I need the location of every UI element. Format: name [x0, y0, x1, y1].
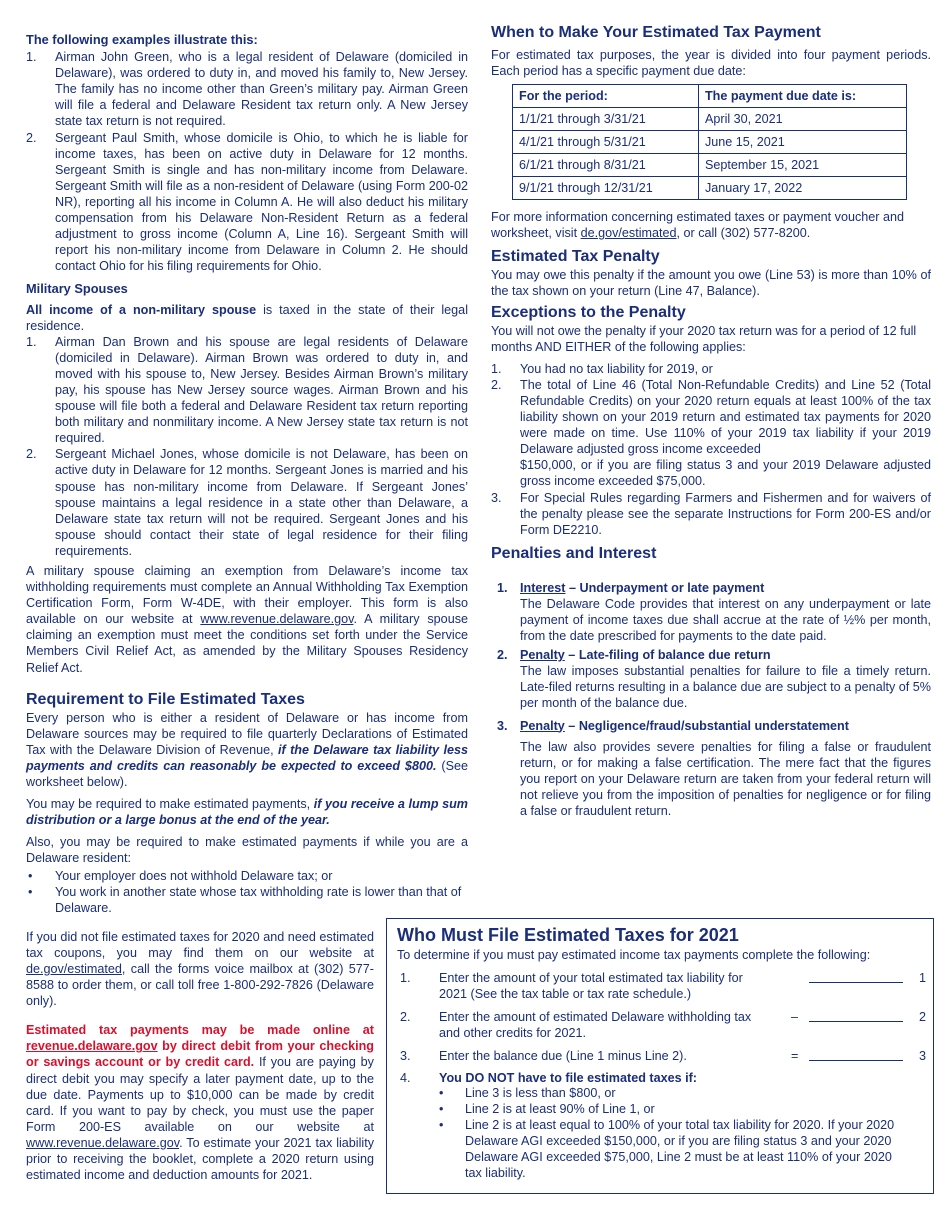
list-item: 2. Sergeant Paul Smith, whose domicile is Ohio, to which he is liable for income taxes, has been on active duty in Delaware for 12 months. Sergeant Smith is single and has non-military income from Delaware. Sergeant Smith will file as a non-resident of Delaware (using Form 200-02 NR), reporting all his income in Column A. He will also deduct his military compensation from his Delaware Non-Resident Return as a federal adjustment to gross income (Column A, Line 16). Sergeant Smith will report his non-military income from Delaware in Column 2. He should contact Ohio for his filing requirements for Ohio. [26, 130, 468, 274]
list-item: 3. Penalty – Negligence/fraud/substantial understatement The law also provides severe penalties for filing a false or fraudulent return, or for making a false certification. The mere fact that the figures you report on your Delaware return are taken from your federal return will not relieve you from the imposition of penalties for negligence or for filing a false or fraudulent return. [497, 718, 931, 818]
penalties-list [491, 580, 931, 819]
military-spouses-heading: Military Spouses [26, 281, 128, 297]
lump-sum-paragraph: You may be required to make estimated payments, if you receive a lump sum distribution or a large bonus at the end of the year. [26, 797, 468, 828]
table-header-row: For the period: The payment due date is: [513, 85, 907, 108]
when-heading: When to Make Your Estimated Tax Payment [491, 24, 821, 41]
more-info-paragraph: For more information concerning estimated taxes or payment voucher and worksheet, visit de.gov/estimated, or call (302) 577-8200. [491, 210, 904, 241]
list-item: • Your employer does not withhold Delaware tax; or [28, 868, 333, 883]
exemption-paragraph: A military spouse claiming an exemption from Delaware’s income tax withholding requirements must complete an Annual Withholding Tax Exemption Certification Form, Form W-4DE, with their employer. This form is also available on our website at www.revenue.delaware.gov. A military spouse claiming an exemption must meet the conditions set forth under the Service Members Civil Relief Act, as amended by the Military Spouses Residency Relief Act. [26, 564, 468, 675]
resident-paragraph: Also, you may be required to make estimated payments if while you are a Delaware resident: [26, 835, 468, 866]
worksheet-bullets [439, 1085, 909, 1182]
table-row: 1/1/21 through 3/31/21 April 30, 2021 [513, 108, 907, 131]
list-item: • Line 2 is at least equal to 100% of your total tax liability for 2020. If your 2020 Delaware AGI exceeded $150,000, or if you are filing status 3 and your 2020 Delaware AGI exceeded $75,000, Line 2 must be at least 110% of your 2020 tax liability. [439, 1118, 895, 1181]
line-1-entry-field[interactable] [809, 982, 903, 983]
list-item: 2. The total of Line 46 (Total Non-Refundable Credits) and Line 52 (Total Refundable Credits) on your 2020 return equals at least 100% of the tax liability shown on your 2019 return and estimated tax payments for 2020 were made on time. Use 110% of your 2019 tax liability if your 2019 Delaware adjusted gross income exceeded $150,000, or if you are filing status 3 and your 2019 Delaware adjusted gross income exceeded $75,000. [491, 377, 931, 489]
who-must-file-worksheet [386, 918, 934, 1194]
spouses-intro: All income of a non-military spouse is taxed in the state of their legal residence. [26, 302, 468, 333]
list-item: 1. Interest – Underpayment or late payment The Delaware Code provides that interest on any underpayment or late payment of income taxes due shall accrue at the rate of ½% per month, from the date prescribed for payments to the date paid. [497, 580, 931, 644]
examples-list [26, 49, 468, 274]
revenue-link[interactable]: revenue.delaware.gov [26, 1039, 158, 1054]
line-2-entry-field[interactable] [809, 1021, 903, 1022]
when-intro: For estimated tax purposes, the year is divided into four payment periods. Each period has a specific payment due date: [491, 48, 931, 79]
revenue-website-link[interactable]: www.revenue.delaware.gov [200, 612, 354, 627]
list-item: 3. For Special Rules regarding Farmers and Fishermen and for waivers of the penalty please see the separate Instructions for Form 200-ES and/or Form DE2210. [491, 490, 931, 537]
worksheet-intro: To determine if you must pay estimated income tax payments complete the following: [397, 948, 871, 962]
list-item: 2. Penalty – Late-filing of balance due return The law imposes substantial penalties for failure to file a timely return. Late-filed returns resulting in a balance due are subject to a penalty of 5% per month of the balance due. [497, 648, 931, 711]
payment-dates-table [512, 84, 907, 200]
list-item: • You work in another state whose tax withholding rate is lower than that of Delaware. [28, 884, 462, 915]
requirement-heading: Requirement to File Estimated Taxes [26, 690, 305, 708]
exceptions-list [491, 361, 931, 538]
list-item: • Line 2 is at least 90% of Line 1, or [439, 1102, 655, 1117]
examples-heading: The following examples illustrate this: [26, 32, 258, 47]
worksheet-line-2: 2. Enter the amount of estimated Delaware withholding tax and other credits for 2021. – 2 [400, 1010, 927, 1041]
list-item: 1. You had no tax liability for 2019, or [491, 361, 713, 376]
table-row: 6/1/21 through 8/31/21 September 15, 2021 [513, 154, 907, 177]
list-item: • Line 3 is less than $800, or [439, 1086, 616, 1100]
line-3-entry-field[interactable] [809, 1060, 903, 1061]
right-column [491, 23, 931, 819]
requirement-paragraph: Every person who is either a resident of Delaware or has income from Delaware sources may be required to file quarterly Declarations of Estimated Tax with the Delaware Division of Revenue, if the Delaware tax liability less payments and credits can reasonably be expected to exceed $800. (See worksheet below). [26, 710, 468, 790]
worksheet-title: Who Must File Estimated Taxes for 2021 [397, 925, 739, 945]
resident-bullets [26, 868, 468, 916]
table-row: 4/1/21 through 5/31/21 June 15, 2021 [513, 131, 907, 154]
exceptions-intro: You will not owe the penalty if your 2020 tax return was for a period of 12 full months AND EITHER of the following applies: [491, 323, 917, 354]
list-item: 1. Airman John Green, who is a legal resident of Delaware (domiciled in Delaware), was ordered to duty in, and moved his family to, New Jersey. The family has no income other than Green’s military pay. Airman Green will file a federal and Delaware Resident tax return only. A New Jersey state tax return is not required. [26, 50, 468, 129]
spouse-examples-list [26, 334, 468, 559]
worksheet-line-1: 1. Enter the amount of your total estimated tax liability for 2021 (See the tax table or tax rate schedule.) 1 [400, 971, 927, 1002]
worksheet-line-4: 4. You DO NOT have to file estimated taxes if: [400, 1071, 697, 1085]
list-item: 1. Airman Dan Brown and his spouse are legal residents of Delaware (domiciled in Delaware). Airman Brown was ordered to duty in, and moved with his spouse to, New Jersey. Besides Airman Brown’s military pay, his spouse has New Jersey source wages. Airman Brown and his spouse will file both a federal and Delaware Resident tax return reporting both military and nonmilitary income. A New Jersey state tax return is not required. [26, 334, 468, 446]
penalties-interest-heading: Penalties and Interest [491, 544, 657, 562]
online-payment-paragraph: Estimated tax payments may be made online at revenue.delaware.gov by direct debit from your checking or savings account or by credit card. If you are paying by direct debit you may specify a later payment date, up to the due date. Payments up to $10,000 can be made by credit card. If you want to pay by check, you must use the paper Form 200-ES available on our website at www.revenue.delaware.gov. To estimate your 2021 tax liability prior to receiving the booklet, complete a 2020 return using estimated income and deduction amounts for 2021. [26, 1023, 374, 1183]
coupons-paragraph: If you did not file estimated taxes for 2020 and need estimated tax coupons, you may find them on our website at de.gov/estimated, call the forms voice mailbox at (302) 577-8588 to order them, or call toll free 1-800-292-7826 (Delaware only). [26, 929, 374, 1009]
table-row: 9/1/21 through 12/31/21 January 17, 2022 [513, 177, 907, 200]
revenue-website-link-2[interactable]: www.revenue.delaware.gov [26, 1135, 180, 1150]
exceptions-heading: Exceptions to the Penalty [491, 303, 686, 321]
worksheet-line-3: 3. Enter the balance due (Line 1 minus Line 2). = 3 [400, 1049, 927, 1063]
estimated-link-2[interactable]: de.gov/estimated [580, 226, 677, 241]
penalty-heading: Estimated Tax Penalty [491, 248, 660, 266]
penalty-paragraph: You may owe this penalty if the amount you owe (Line 53) is more than 10% of the tax shown on your return (Line 47, Balance). [491, 268, 931, 299]
list-item: 2. Sergeant Michael Jones, whose domicile is not Delaware, has been on active duty in Delaware for 12 months. Sergeant Jones is married and his spouse has non-military income from Delaware. If Sergeant Jones’ spouse maintains a legal residence in a state other than Delaware, a Delaware state tax return will not be required. Sergeant Jones and his spouse should contact their state of legal residence for their filing requirements. [26, 447, 468, 558]
estimated-link[interactable]: de.gov/estimated [26, 961, 122, 976]
